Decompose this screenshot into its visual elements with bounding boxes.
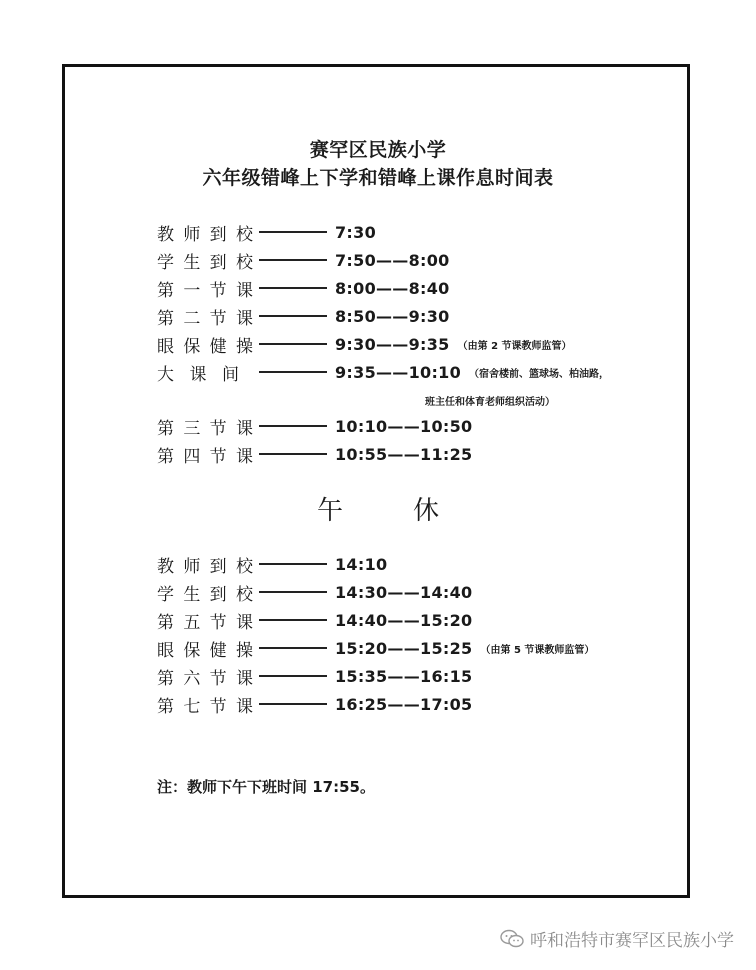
- dash-separator: [259, 647, 327, 649]
- noon-break-heading: 午休: [316, 496, 509, 526]
- dash-separator: [259, 371, 327, 373]
- row-time: 14:30——14:40: [335, 582, 473, 602]
- row-label: 第 一 节 课: [157, 280, 253, 301]
- row-time: 7:30: [335, 222, 376, 242]
- schedule-row: [157, 552, 387, 576]
- row-note-continued: 班主任和体育老师组织活动）: [425, 397, 555, 408]
- row-time: 15:20——15:25: [335, 638, 473, 658]
- schedule-row: [157, 414, 472, 438]
- row-label: 第 二 节 课: [157, 308, 253, 329]
- dash-separator: [259, 259, 327, 261]
- wechat-icon: [500, 929, 524, 949]
- dash-separator: [259, 619, 327, 621]
- row-time: 10:55——11:25: [335, 444, 473, 464]
- row-label: 眼 保 健 操: [157, 336, 253, 357]
- row-label: 第 六 节 课: [157, 668, 253, 689]
- dash-separator: [259, 563, 327, 565]
- watermark-text: 呼和浩特市赛罕区民族小学: [530, 931, 734, 951]
- row-time: 8:00——8:40: [335, 278, 450, 298]
- schedule-row: [157, 276, 450, 300]
- row-note: （宿舍楼前、篮球场、柏油路，: [469, 368, 610, 380]
- row-label: 学 生 到 校: [157, 252, 253, 273]
- schedule-row: [157, 360, 609, 384]
- row-time: 8:50——9:30: [335, 306, 450, 326]
- row-time: 10:10——10:50: [335, 416, 473, 436]
- dash-separator: [259, 703, 327, 705]
- dash-separator: [259, 591, 327, 593]
- row-note: （由第 2 节课教师监管）: [457, 340, 572, 352]
- row-label: 大 课 间: [157, 364, 239, 385]
- school-name: 赛罕区民族小学: [309, 139, 447, 161]
- schedule-title: 六年级错峰上下学和错峰上课作息时间表: [202, 167, 554, 189]
- schedule-row: [157, 608, 472, 632]
- dash-separator: [259, 343, 327, 345]
- dash-separator: [259, 675, 327, 677]
- row-time: 16:25——17:05: [335, 694, 473, 714]
- schedule-row: [157, 442, 472, 466]
- footnote: 注：教师下午下班时间 17:55。: [157, 778, 375, 796]
- schedule-row: [157, 664, 472, 688]
- row-label: 教 师 到 校: [157, 556, 253, 577]
- dash-separator: [259, 287, 327, 289]
- row-label: 第 七 节 课: [157, 696, 253, 717]
- row-label: 第 五 节 课: [157, 612, 253, 633]
- row-time: 15:35——16:15: [335, 666, 473, 686]
- dash-separator: [259, 453, 327, 455]
- row-time: 9:35——10:10: [335, 362, 462, 382]
- row-time: 14:10: [335, 554, 388, 574]
- row-label: 眼 保 健 操: [157, 640, 253, 661]
- row-label: 第 三 节 课: [157, 418, 253, 439]
- schedule-row: [157, 692, 472, 716]
- schedule-row: [157, 636, 594, 660]
- row-time: 7:50——8:00: [335, 250, 450, 270]
- schedule-row: [157, 580, 472, 604]
- schedule-row: [157, 248, 450, 272]
- wechat-watermark: [500, 926, 734, 951]
- dash-separator: [259, 425, 327, 427]
- row-note: （由第 5 节课教师监管）: [480, 644, 595, 656]
- schedule-row: [157, 304, 450, 328]
- dash-separator: [259, 231, 327, 233]
- row-time: 14:40——15:20: [335, 610, 473, 630]
- row-label: 学 生 到 校: [157, 584, 253, 605]
- row-label: 教 师 到 校: [157, 224, 253, 245]
- schedule-row: [157, 332, 572, 356]
- row-time: 9:30——9:35: [335, 334, 450, 354]
- schedule-row: [157, 220, 376, 244]
- row-label: 第 四 节 课: [157, 446, 253, 467]
- dash-separator: [259, 315, 327, 317]
